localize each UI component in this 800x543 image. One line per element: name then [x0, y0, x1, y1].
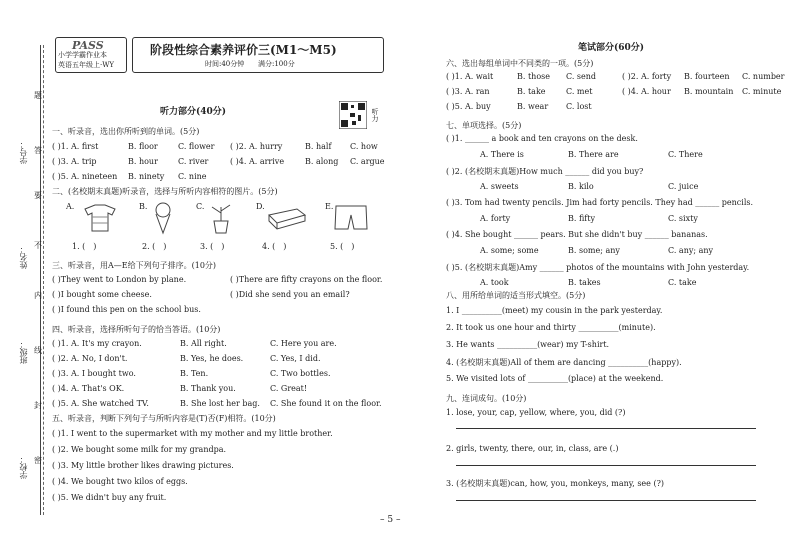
word-option: ( )5. A. nineteen — [52, 172, 118, 181]
response-option: C. She found it on the floor. — [270, 399, 382, 408]
qr-code — [339, 101, 367, 129]
response-option: ( )3. A. I bought two. — [52, 369, 136, 378]
listening-title: 听力部分(40分) — [160, 107, 227, 117]
written-title: 笔试部分(60分) — [578, 43, 645, 53]
binding-line-left — [40, 45, 41, 515]
word-option: ( )4. A. hour — [622, 87, 671, 96]
s1-title: 一、听录音，选出你所听到的单词。(5分) — [52, 127, 200, 136]
question-stem: ( )2. (名校期末真题)How much ______ did you buy? — [446, 167, 644, 176]
fill-item: 2. It took us one hour and thirty __________(minute). — [446, 323, 656, 332]
choice-option: C. take — [668, 278, 697, 287]
picture-b-icecream-icon — [150, 201, 176, 235]
response-option: ( )2. A. No, I don't. — [52, 354, 128, 363]
answer-blank: 5. ( ) — [330, 242, 355, 251]
response-option: B. All right. — [180, 339, 227, 348]
word-option: ( )3. A. ran — [446, 87, 490, 96]
response-option: B. She lost her bag. — [180, 399, 260, 408]
answer-line-3 — [456, 500, 756, 501]
statement-item: ( )4. We bought two kilos of eggs. — [52, 477, 188, 486]
word-option: ( )3. A. trip — [52, 157, 97, 166]
exam-time: 时间:40分钟 — [205, 60, 245, 68]
margin-char-3: 要 — [34, 191, 42, 200]
s7-title: 七、单项选择。(5分) — [446, 121, 522, 130]
word-option: C. flower — [178, 142, 215, 151]
margin-char-6: 线 — [34, 346, 42, 355]
field-exam-no: 学号： — [19, 140, 28, 164]
word-option: C. met — [566, 87, 593, 96]
word-option: ( )2. A. forty — [622, 72, 672, 81]
book-name: 英语五年级上·WY — [58, 61, 115, 69]
picture-a-sweater-icon — [80, 201, 120, 233]
sentence-item: ( )Did she send you an email? — [230, 290, 350, 299]
response-option: ( )5. A. She watched TV. — [52, 399, 149, 408]
picture-label: C. — [196, 202, 205, 211]
response-option: B. Yes, he does. — [180, 354, 244, 363]
word-option: C. argue — [350, 157, 385, 166]
response-option: ( )1. A. It's my crayon. — [52, 339, 142, 348]
question-stem: ( )3. Tom had twenty pencils. Jim had forty pencils. They had ______ pencils. — [446, 198, 754, 207]
picture-e-shorts-icon — [333, 203, 369, 233]
picture-label: D. — [256, 202, 265, 211]
picture-label: B. — [139, 202, 148, 211]
s9-title: 九、连词成句。(10分) — [446, 394, 527, 403]
choice-option: A. some; some — [480, 246, 539, 255]
question-stem: ( )5. (名校期末真题)Amy ______ photos of the mountains with John yesterday. — [446, 263, 750, 272]
choice-option: A. took — [480, 278, 509, 287]
word-option: B. wear — [517, 102, 549, 111]
choice-option: C. any; any — [668, 246, 714, 255]
field-class: 班级： — [19, 340, 28, 364]
margin-char-2: 答 — [34, 146, 42, 155]
statement-item: ( )1. I went to the supermarket with my mother and my little brother. — [52, 429, 333, 438]
sentence-item: ( )There are fifty crayons on the floor. — [230, 275, 383, 284]
margin-char-7: 封 — [34, 401, 42, 410]
margin-char-8: 密 — [34, 456, 42, 465]
answer-line-2 — [456, 465, 756, 466]
word-option: ( )4. A. arrive — [230, 157, 285, 166]
logo: PASS — [72, 39, 104, 52]
response-option: C. Here you are. — [270, 339, 337, 348]
page-title: 阶段性综合素养评价三(M1～M5) — [150, 43, 337, 57]
word-option: C. how — [350, 142, 378, 151]
response-option: C. Great! — [270, 384, 308, 393]
word-option: ( )2. A. hurry — [230, 142, 283, 151]
answer-blank: 4. ( ) — [262, 242, 287, 251]
s8-title: 八、用所给单词的适当形式填空。(5分) — [446, 291, 586, 300]
word-option: B. half — [305, 142, 332, 151]
word-option: C. nine — [178, 172, 207, 181]
choice-option: A. There is — [480, 150, 524, 159]
word-option: ( )1. A. first — [52, 142, 99, 151]
series-name: 小学学霸作业本 — [58, 51, 107, 59]
statement-item: ( )2. We bought some milk for my grandpa. — [52, 445, 227, 454]
word-option: C. number — [742, 72, 785, 81]
word-order-item: 1. lose, your, cap, yellow, where, you, did (?) — [446, 408, 626, 417]
word-option: B. mountain — [684, 87, 734, 96]
choice-option: B. fifty — [568, 214, 595, 223]
word-option: C. lost — [566, 102, 592, 111]
s3-title: 三、听录音，用A—E给下列句子排序。(10分) — [52, 261, 217, 270]
response-option: B. Thank you. — [180, 384, 236, 393]
word-option: B. those — [517, 72, 550, 81]
picture-c-plant-icon — [206, 201, 236, 235]
qr-label: 听力 — [371, 108, 379, 122]
answer-blank: 3. ( ) — [200, 242, 225, 251]
answer-blank: 2. ( ) — [142, 242, 167, 251]
fill-item: 1. I __________(meet) my cousin in the park yesterday. — [446, 306, 663, 315]
choice-option: B. kilo — [568, 182, 594, 191]
question-stem: ( )1. ______ a book and ten crayons on the desk. — [446, 134, 638, 143]
fill-item: 3. He wants __________(wear) my T-shirt. — [446, 340, 610, 349]
word-option: B. fourteen — [684, 72, 730, 81]
answer-blank: 1. ( ) — [72, 242, 97, 251]
question-stem: ( )4. She bought ______ pears. But she didn't buy ______ bananas. — [446, 230, 708, 239]
response-option: C. Yes, I did. — [270, 354, 321, 363]
choice-option: C. juice — [668, 182, 699, 191]
word-option: B. take — [517, 87, 546, 96]
margin-char-4: 不 — [34, 241, 42, 250]
response-option: ( )4. A. That's OK. — [52, 384, 125, 393]
s5-title: 五、听录音，判断下列句子与所听内容是(T)否(F)相符。(10分) — [52, 414, 276, 423]
s2-title: 二、(名校期末真题)听录音，选择与所听内容相符的图片。(5分) — [52, 187, 278, 196]
word-option: ( )5. A. buy — [446, 102, 491, 111]
s6-title: 六、选出每组单词中不同类的一项。(5分) — [446, 59, 594, 68]
choice-option: A. forty — [480, 214, 511, 223]
statement-item: ( )3. My little brother likes drawing pictures. — [52, 461, 234, 470]
binding-dots — [43, 45, 44, 515]
response-option: C. Two bottles. — [270, 369, 331, 378]
field-school: 学校： — [19, 455, 28, 479]
choice-option: B. some; any — [568, 246, 620, 255]
word-order-item: 3. (名校期末真题)can, how, you, monkeys, many, see (?) — [446, 479, 664, 488]
word-option: C. minute — [742, 87, 782, 96]
word-option: C. river — [178, 157, 209, 166]
word-option: ( )1. A. wait — [446, 72, 494, 81]
page-number: – 5 – — [380, 515, 401, 525]
sentence-item: ( )They went to London by plane. — [52, 275, 187, 284]
fill-item: 4. (名校期末真题)All of them are dancing __________(happy). — [446, 358, 682, 367]
picture-label: E. — [325, 202, 334, 211]
word-option: B. ninety — [128, 172, 165, 181]
fill-item: 5. We visited lots of __________(place) at the weekend. — [446, 374, 664, 383]
word-option: B. along — [305, 157, 339, 166]
word-option: B. hour — [128, 157, 158, 166]
choice-option: C. There — [668, 150, 703, 159]
choice-option: B. takes — [568, 278, 601, 287]
field-name: 姓名： — [19, 245, 28, 269]
sentence-item: ( )I found this pen on the school bus. — [52, 305, 201, 314]
margin-char-1: 题 — [34, 91, 42, 100]
choice-option: A. sweets — [480, 182, 519, 191]
answer-line-1 — [456, 428, 756, 429]
picture-label: A. — [66, 202, 75, 211]
word-order-item: 2. girls, twenty, there, our, in, class, are (.) — [446, 444, 619, 453]
word-option: C. send — [566, 72, 597, 81]
s4-title: 四、听录音，选择所听句子的恰当答语。(10分) — [52, 325, 221, 334]
response-option: B. Ten. — [180, 369, 209, 378]
choice-option: B. There are — [568, 150, 619, 159]
picture-d-books-icon — [267, 205, 307, 231]
margin-char-5: 内 — [34, 291, 42, 300]
full-score: 满分:100分 — [258, 60, 295, 68]
statement-item: ( )5. We didn't buy any fruit. — [52, 493, 167, 502]
sentence-item: ( )I bought some cheese. — [52, 290, 152, 299]
word-option: B. floor — [128, 142, 158, 151]
choice-option: C. sixty — [668, 214, 698, 223]
